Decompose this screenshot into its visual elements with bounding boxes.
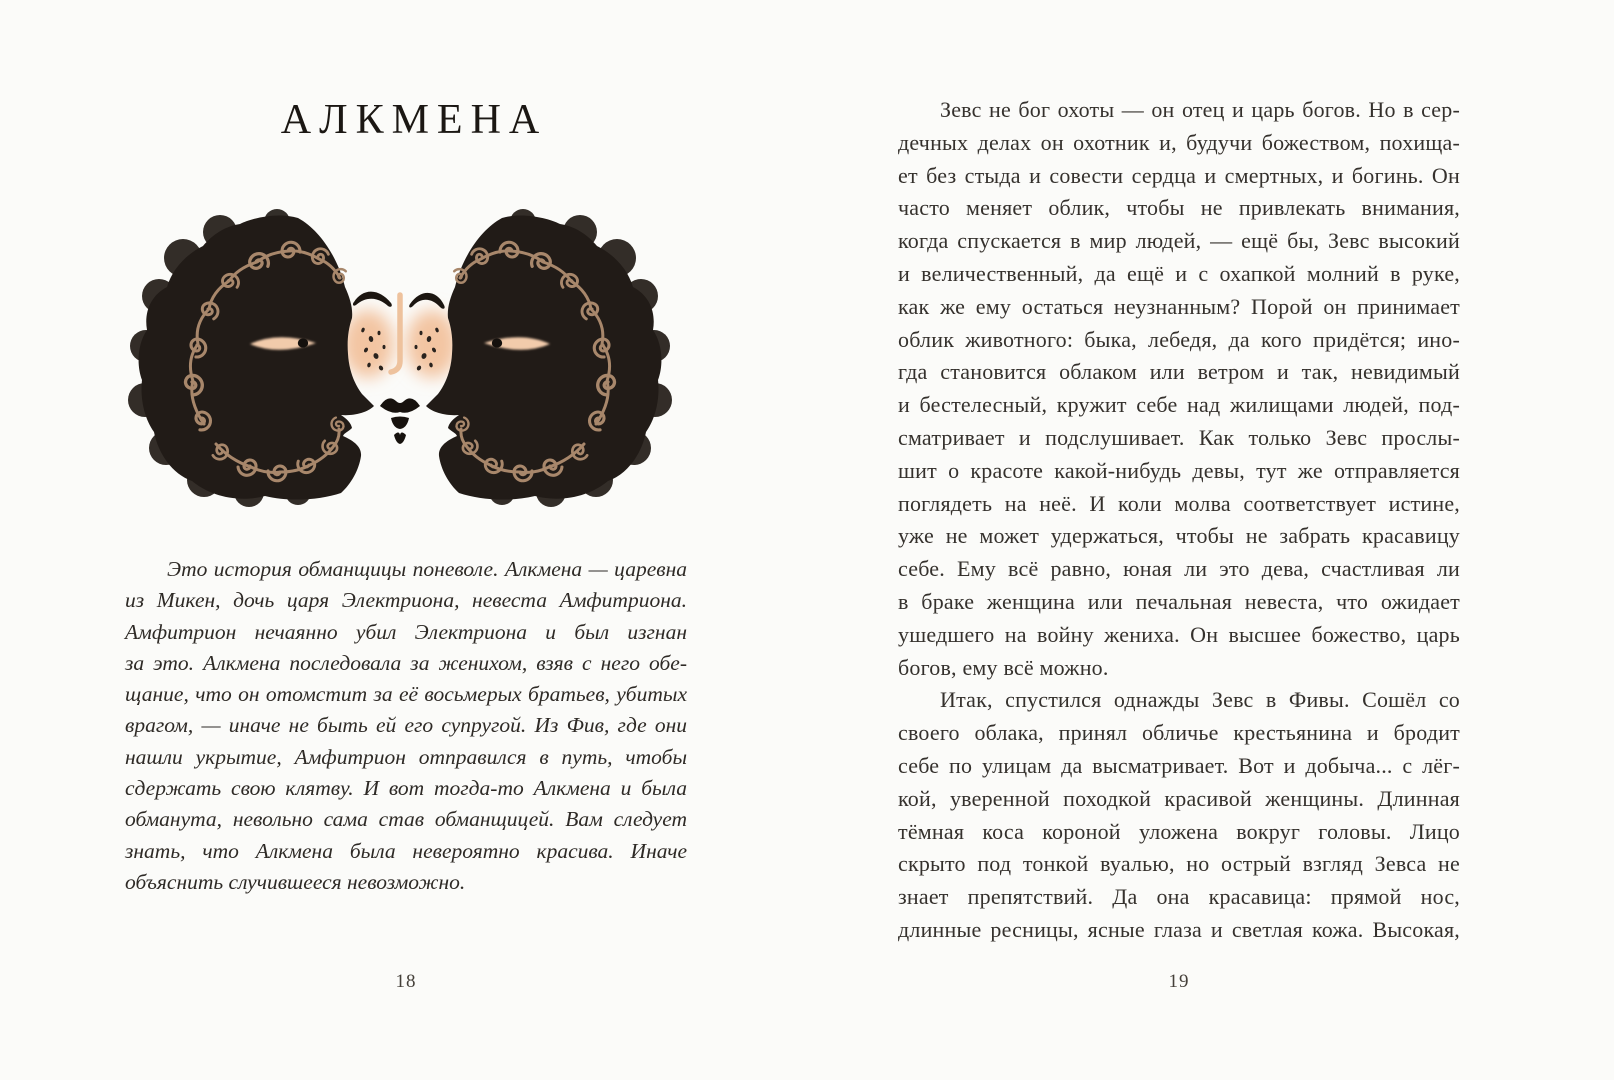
text-line: обманута, невольно сама став обманщицей. Вам следует [125, 807, 687, 832]
text-line: нашли укрытие, Амфитрион отправился в путь, чтобы [125, 744, 687, 769]
text-line: когда спускается в мир людей, — ещё бы, Зевс высокий [898, 228, 1460, 254]
text-line: и бестелесный, кружит себе над жилищами людей, под- [898, 392, 1460, 418]
text-line: сматривает и подслушивает. Как только Зевс прослы- [898, 424, 1460, 450]
text-line: Зевс не бог охоты — он отец и царь богов. Но в сер- [940, 97, 1460, 122]
text-line: в браке женщина или печальная невеста, что ожидает [898, 588, 1460, 614]
text-line: поглядеть на неё. И коли молва соответствует истине, [898, 490, 1460, 516]
text-line: Это история обманщицы поневоле. Алкмена — царевна [167, 557, 687, 581]
alcmene-illustration [120, 178, 680, 512]
text-line: из Микен, дочь царя Электриона, невеста Амфитриона. [125, 588, 687, 613]
text-line: Итак, спустился однажды Зевс в Фивы. Сошёл со [940, 687, 1460, 713]
text-line: Амфитрион нечаянно убил Электриона и был изгнан [125, 619, 687, 644]
paragraph [898, 94, 1460, 684]
text-line: облик животного: быка, лебедя, да кого придётся; ино- [898, 326, 1460, 352]
paragraph [898, 684, 1460, 946]
text-line: за это. Алкмена последовала за женихом, взяв с него обе- [125, 650, 687, 675]
paragraph [125, 554, 687, 898]
text-line: знает препятствий. Да она красавица: прямой нос, [898, 884, 1460, 910]
text-line: кой, уверенной походкой красивой женщины. Длинная [898, 785, 1460, 811]
text-line: ушедшего на войну жениха. Он высшее божество, царь [898, 621, 1460, 647]
right-text-block [898, 94, 1460, 947]
page-number-left: 18 [395, 971, 417, 992]
lips [380, 398, 420, 444]
text-line: длинные ресницы, ясные глаза и светлая кожа. Высокая, [898, 916, 1460, 942]
text-line: себе. Ему всё равно, юная ли это дева, счастливая ли [898, 556, 1460, 582]
text-line: объяснить случившееся невозможно. [125, 869, 466, 894]
text-line: и величественный, да ещё и с охапкой молний в руке, [898, 260, 1460, 286]
right-profile-head [426, 209, 672, 507]
text-line: тёмная коса короной уложена вокруг головы. Лицо [898, 818, 1460, 844]
text-line: шит о красоте какой-нибудь девы, тут же отправляется [898, 457, 1460, 483]
text-line: ет без стыда и совести сердца и смертных, и богинь. Он [898, 162, 1460, 188]
chapter-title: АЛКМЕНА [280, 97, 548, 143]
text-line: щание, что он отомстит за её восьмерых братьев, убитых [125, 682, 687, 707]
text-line: часто меняет облик, чтобы не привлекать внимания, [898, 195, 1460, 221]
text-line: сдержать свою клятву. И вот тогда-то Алкмена и была [125, 776, 687, 801]
text-line: гда становится облаком или ветром и так, невидимый [898, 359, 1460, 385]
left-paragraph [125, 554, 687, 898]
text-line: себе по улицам да высматривает. Вот и добыча... с лёг- [898, 752, 1460, 778]
text-line: знать, что Алкмена была невероятно красива. Иначе [125, 838, 687, 863]
text-line: дечных делах он охотник и, будучи божеством, похища- [898, 129, 1460, 155]
text-line: уже не может удержаться, чтобы не забрать красавицу [898, 523, 1460, 549]
text-line: скрыто под тонкой вуалью, но острый взгляд Зевса не [898, 851, 1460, 877]
text-line: врагом, — иначе не быть ей его супругой. Из Фив, где они [125, 713, 687, 738]
text-line: богов, ему всё можно. [898, 654, 1109, 680]
left-profile-head [128, 209, 374, 507]
page-number-right: 19 [1168, 971, 1190, 992]
text-line: как же ему остаться неузнанным? Порой он принимает [898, 293, 1460, 319]
text-line: своего облака, принял обличье крестьянина и бродит [898, 720, 1460, 746]
